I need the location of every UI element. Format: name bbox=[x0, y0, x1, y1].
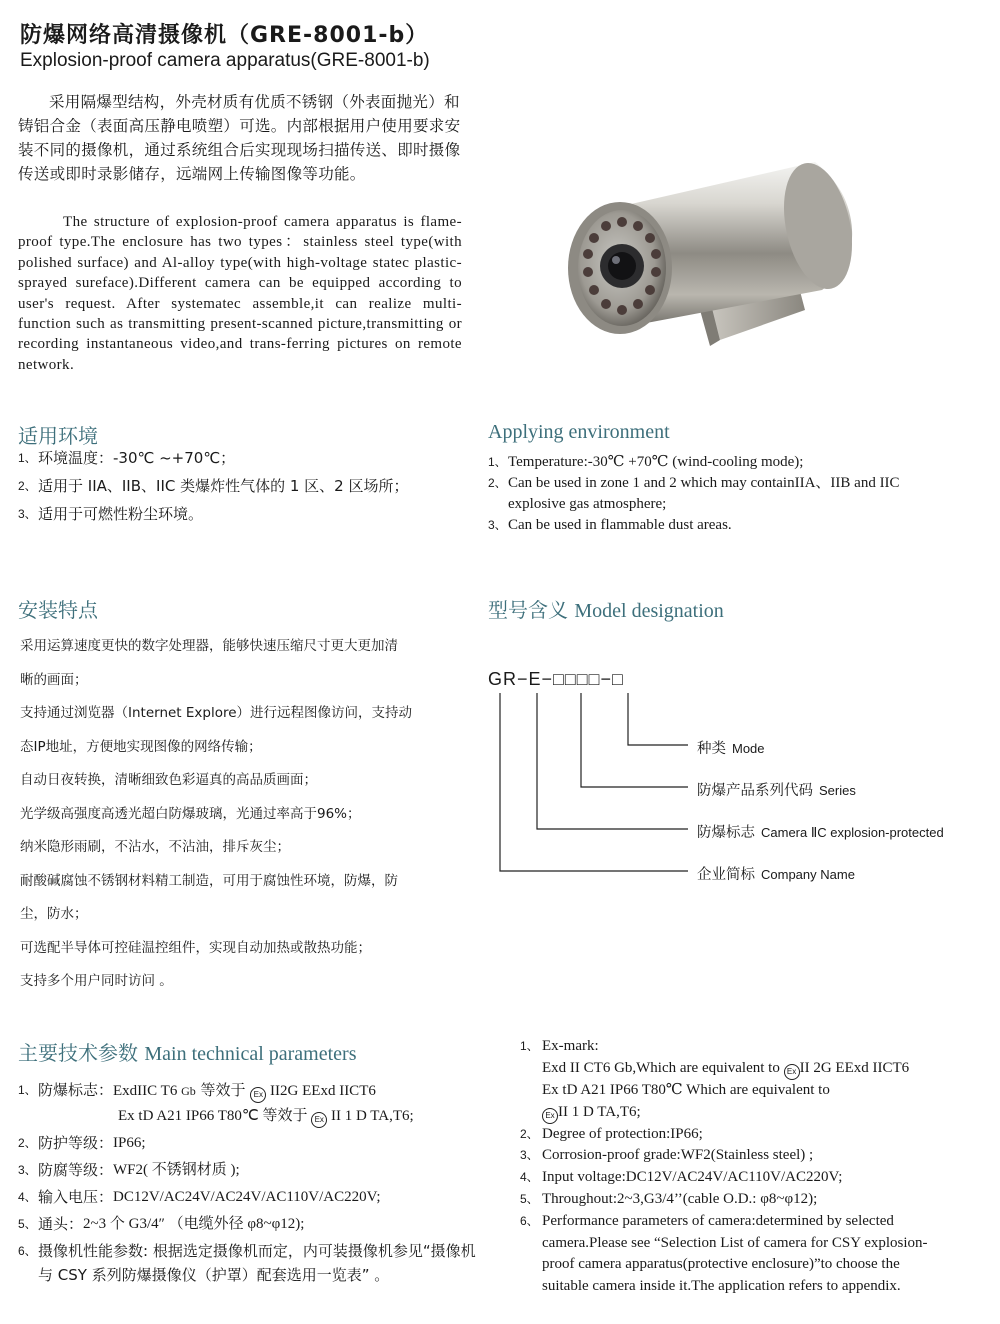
param-label: 输入电压： bbox=[38, 1188, 114, 1206]
env-en-heading: Applying environment bbox=[488, 421, 670, 443]
param-text: Exd II CT6 Gb,Which are equivalent to bbox=[542, 1059, 780, 1076]
page-title-en: Explosion-proof camera apparatus(GRE-8001-b) bbox=[20, 50, 430, 71]
install-list bbox=[20, 630, 440, 999]
model-heading-cn: 型号含义 bbox=[488, 600, 568, 622]
intro-en bbox=[18, 212, 462, 375]
model-label-en: Mode bbox=[732, 741, 765, 756]
ex-mark-icon: Ex bbox=[311, 1112, 327, 1128]
list-item bbox=[18, 1239, 488, 1287]
intro-cn-text: 采用隔爆型结构，外壳材质有优质不锈钢（外表面抛光）和铸铝合金（表面高压静电喷塑）可选。内部根据用户使用要求安装不同的摄像机，通过系统组合后实现现场扫描传送、即时摄像传送或即时录影储存，远端网上传输图像等功能。 bbox=[18, 93, 461, 183]
list-item bbox=[18, 1131, 488, 1155]
install-line: 采用运算速度更快的数字处理器，能够快速压缩尺寸更大更加清 bbox=[20, 638, 398, 654]
list-item bbox=[520, 1145, 940, 1167]
params-heading-en: Main technical parameters bbox=[144, 1043, 357, 1065]
model-heading-en: Model designation bbox=[574, 600, 724, 622]
list-item bbox=[18, 476, 478, 497]
model-label-en: Series bbox=[819, 783, 856, 798]
camera-image bbox=[560, 150, 860, 370]
param-value: 2~3 个 G3/4″ （电缆外径 φ8~φ12); bbox=[83, 1216, 305, 1232]
param-value: DC12V/AC24V/AC24V/AC110V/AC220V; bbox=[113, 1189, 381, 1205]
params-heading-cn: 主要技术参数 bbox=[18, 1043, 138, 1065]
model-label-company bbox=[697, 863, 855, 884]
item-number: 6、 bbox=[18, 1244, 37, 1258]
install-line: 晰的画面； bbox=[20, 671, 88, 688]
model-label-mode bbox=[697, 737, 765, 758]
item-text: 适用于可燃性粉尘环境。 bbox=[38, 505, 204, 523]
install-line: 光学级高强度高透光超白防爆玻璃，光通过率高于96%； bbox=[20, 805, 361, 822]
env-en-list bbox=[488, 452, 948, 536]
item-number: 6、 bbox=[520, 1213, 539, 1228]
item-text: Temperature:-30℃ +70℃ (wind-cooling mode); bbox=[508, 454, 804, 470]
ex-mark-icon: Ex bbox=[250, 1087, 266, 1103]
ex-mark-icon: Ex bbox=[784, 1064, 800, 1080]
param-label: 通头： bbox=[38, 1215, 84, 1233]
item-number: 3、 bbox=[18, 507, 37, 521]
param-value: II2G EExd IICT6 bbox=[266, 1083, 376, 1099]
install-line: 尘，防水； bbox=[20, 906, 88, 922]
param-label: 摄像机性能参数: bbox=[38, 1242, 149, 1260]
ex-mark-icon: Ex bbox=[542, 1108, 558, 1124]
item-number: 1、 bbox=[18, 1083, 37, 1097]
list-item bbox=[520, 1167, 940, 1189]
param-label: 防护等级： bbox=[38, 1134, 114, 1152]
param-value: ExdIIC T6 bbox=[113, 1083, 182, 1099]
install-line: 态IP地址，方便地实现图像的网络传输； bbox=[20, 738, 262, 755]
list-item bbox=[520, 1124, 940, 1146]
intro-en-text: The structure of explosion-proof camera apparatus is flame-proof type.The enclosure has two types：stainless steel type(with polished surface) and Al-alloy type(with high-voltage statec plastic-sprayed sureface).Different camera can be equipped according to user's request. After systematec assemble,it can realize multi-function such as transmitting present-scanned picture,transmitting or recording instantaneous video,and trans-ferring pictures on remote network. bbox=[18, 214, 462, 373]
param-label: 防腐等级： bbox=[38, 1161, 114, 1179]
param-value: II 1 D TA,T6; bbox=[327, 1108, 414, 1124]
item-number: 3、 bbox=[488, 518, 507, 532]
item-number: 2、 bbox=[520, 1126, 539, 1141]
list-item bbox=[18, 1212, 488, 1236]
model-label-series bbox=[697, 779, 856, 800]
item-text: Performance parameters of camera:determined by selected camera.Please see “Selection List of camera for CSY explosion-proof camera apparatus(protective enclosure)”to choose the suitable camera inside it.The application refers to appendix. bbox=[542, 1212, 928, 1295]
list-item bbox=[488, 515, 948, 536]
item-text: 适用于 IIA、IIB、IIC 类爆炸性气体的 1 区、2 区场所； bbox=[38, 477, 409, 495]
list-item bbox=[18, 1185, 488, 1209]
list-item bbox=[488, 452, 948, 473]
item-text: Can be used in flammable dust areas. bbox=[508, 517, 732, 533]
item-number: 1、 bbox=[488, 455, 507, 469]
item-number: 2、 bbox=[18, 1136, 37, 1150]
list-item bbox=[488, 473, 948, 515]
list-item bbox=[18, 504, 478, 525]
item-number: 4、 bbox=[520, 1170, 539, 1185]
page-title-cn: 防爆网络高清摄像机（GRE-8001-b） bbox=[20, 23, 429, 48]
item-number: 3、 bbox=[520, 1148, 539, 1163]
item-number: 2、 bbox=[18, 479, 37, 493]
model-label-cn: 防爆标志 bbox=[697, 825, 755, 841]
intro-cn bbox=[18, 90, 470, 186]
list-item bbox=[18, 448, 478, 469]
param-label: 防爆标志： bbox=[38, 1081, 114, 1099]
param-text: II 2G EExd IICT6 bbox=[799, 1059, 910, 1076]
item-text: Can be used in zone 1 and 2 which may containIIA、IIB and IIC explosive gas atmosphere; bbox=[508, 475, 900, 512]
install-line: 自动日夜转换，清晰细致色彩逼真的高品质画面； bbox=[20, 772, 317, 788]
param-value: 等效于 bbox=[195, 1081, 251, 1099]
item-text: Degree of protection:IP66; bbox=[542, 1125, 703, 1142]
item-number: 1、 bbox=[18, 451, 37, 465]
item-text: Corrosion-proof grade:WF2(Stainless steel) ; bbox=[542, 1147, 814, 1164]
param-text: Ex tD A21 IP66 T80℃ Which are equivalent to bbox=[542, 1081, 830, 1098]
item-number: 5、 bbox=[18, 1217, 37, 1231]
install-line: 支持通过浏览器（Internet Explore）进行远程图像访问，支持动 bbox=[20, 705, 413, 721]
list-item bbox=[520, 1189, 940, 1211]
model-label-cn: 企业简标 bbox=[697, 867, 755, 883]
install-line: 支持多个用户同时访问 。 bbox=[20, 973, 173, 989]
param-value: Gb bbox=[181, 1084, 196, 1098]
model-label-cn: 种类 bbox=[697, 741, 726, 757]
list-item bbox=[520, 1036, 940, 1124]
item-number: 4、 bbox=[18, 1190, 37, 1204]
model-label-cn: 防爆产品系列代码 bbox=[697, 783, 813, 799]
param-value: IP66; bbox=[113, 1135, 146, 1151]
env-cn-list bbox=[18, 448, 478, 532]
item-text: Throughout:2~3,G3/4’’(cable O.D.: φ8~φ12); bbox=[542, 1190, 818, 1207]
env-cn-heading: 适用环境 bbox=[18, 426, 98, 448]
params-cn-list bbox=[18, 1078, 488, 1290]
item-text: Input voltage:DC12V/AC24V/AC110V/AC220V; bbox=[542, 1169, 843, 1186]
item-number: 1、 bbox=[520, 1039, 539, 1053]
item-number: 5、 bbox=[520, 1191, 539, 1206]
param-text: II 1 D TA,T6; bbox=[558, 1103, 641, 1120]
install-line: 纳米隐形雨刷，不沾水，不沾油，排斥灰尘； bbox=[20, 839, 290, 855]
list-item bbox=[520, 1211, 940, 1298]
item-number: 2、 bbox=[488, 476, 507, 490]
param-value: Ex tD A21 IP66 T80℃ 等效于 bbox=[118, 1108, 312, 1124]
params-en-list bbox=[520, 1036, 940, 1298]
param-value: WF2( 不锈钢材质 ); bbox=[113, 1162, 240, 1178]
list-item bbox=[18, 1158, 488, 1182]
item-number: 3、 bbox=[18, 1163, 37, 1177]
model-heading bbox=[488, 594, 724, 623]
list-item bbox=[18, 1078, 488, 1128]
params-heading bbox=[18, 1037, 356, 1066]
model-label-en: Company Name bbox=[761, 867, 855, 882]
install-heading: 安装特点 bbox=[18, 600, 98, 622]
model-label-explosion bbox=[697, 821, 944, 842]
install-line: 可选配半导体可控硅温控组件，实现自动加热或散热功能； bbox=[20, 939, 371, 956]
param-value: 根据选定摄像机而定，内可装摄像机参见“摄像机与 CSY 系列防爆摄像仪（护罩）配套选用一览表” 。 bbox=[38, 1242, 476, 1284]
param-text: Ex-mark: bbox=[542, 1038, 599, 1054]
item-text: 环境温度：-30℃ ~+70℃； bbox=[38, 449, 236, 467]
model-label-en: Camera ⅡC explosion-protected bbox=[761, 825, 944, 840]
install-line: 耐酸碱腐蚀不锈钢材料精工制造，可用于腐蚀性环境，防爆，防 bbox=[20, 872, 398, 889]
model-code: GR−E−□□□□−□ bbox=[488, 669, 624, 689]
